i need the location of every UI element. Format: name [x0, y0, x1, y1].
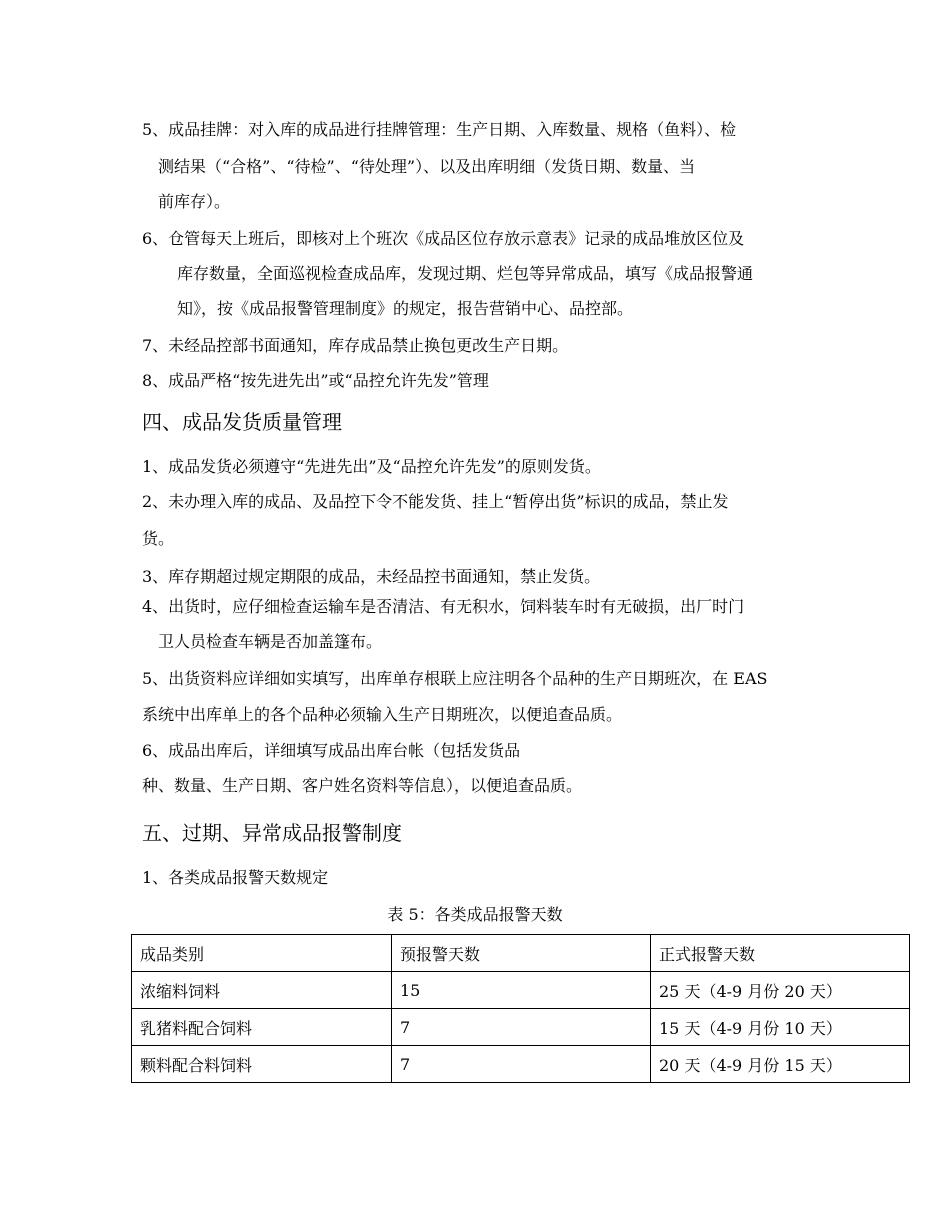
- table-row: [132, 1046, 910, 1083]
- item-6-line-3: 知》，按《成品报警管理制度》的规定，报告营销中心、品控部。: [177, 299, 634, 318]
- section-4-heading: 四、成品发货质量管理: [142, 410, 342, 434]
- table-cell: 7: [392, 1046, 651, 1083]
- item-7-line-1: 7、未经品控部书面通知，库存成品禁止换包更改生产日期。: [142, 336, 569, 355]
- s4-item-4-line-2: 卫人员检查车辆是否加盖篷布。: [158, 632, 383, 651]
- table-cell: 乳猪料配合饲料: [132, 1009, 392, 1046]
- table-caption: 表 5：各类成品报警天数: [387, 905, 563, 924]
- item-8-line-1: 8、成品严格“按先进先出”或“品控允许先发”管理: [142, 371, 489, 390]
- table-row: [132, 1009, 910, 1046]
- alarm-days-table: [131, 934, 910, 1083]
- s5-item-1: 1、各类成品报警天数规定: [142, 868, 329, 887]
- table-cell: 15 天（4-9 月份 10 天）: [651, 1009, 910, 1046]
- item-6-line-2: 库存数量，全面巡视检查成品库，发现过期、烂包等异常成品，填写《成品报警通: [177, 264, 754, 283]
- s4-item-6-line-2: 种、数量、生产日期、客户姓名资料等信息），以便追查品质。: [142, 776, 583, 795]
- table-header-row: [132, 935, 910, 972]
- table-header-cell: 成品类别: [132, 935, 392, 972]
- section-5-heading: 五、过期、异常成品报警制度: [142, 821, 402, 845]
- item-5-line-1: 5、成品挂牌：对入库的成品进行挂牌管理：生产日期、入库数量、规格（鱼料）、检: [142, 120, 737, 139]
- s4-item-5-line-2: 系统中出库单上的各个品种必须输入生产日期班次，以便追查品质。: [142, 705, 623, 724]
- s4-item-2-line-1: 2、未办理入库的成品、及品控下令不能发货、挂上“暂停出货”标识的成品，禁止发: [142, 492, 729, 511]
- s4-item-6-line-1: 6、成品出库后，详细填写成品出库台帐（包括发货品: [142, 741, 521, 760]
- s4-item-1-line-1: 1、成品发货必须遵守“先进先出”及“品控允许先发”的原则发货。: [142, 457, 601, 476]
- table-cell: 7: [392, 1009, 651, 1046]
- table-cell: 浓缩料饲料: [132, 972, 392, 1009]
- table-row: [132, 972, 910, 1009]
- table-cell: 颗料配合料饲料: [132, 1046, 392, 1083]
- item-6-line-1: 6、仓管每天上班后，即核对上个班次《成品区位存放示意表》记录的成品堆放区位及: [142, 229, 745, 248]
- table-cell: 25 天（4-9 月份 20 天）: [651, 972, 910, 1009]
- item-5-line-2: 测结果（“合格”、“待检”、“待处理”）、以及出库明细（发货日期、数量、当: [158, 157, 696, 176]
- s4-item-3-line-1: 3、库存期超过规定期限的成品，未经品控书面通知，禁止发货。: [142, 567, 601, 586]
- s4-item-2-line-2: 货。: [142, 529, 175, 548]
- item-5-line-3: 前库存）。: [158, 192, 231, 211]
- table-header-cell: 预报警天数: [392, 935, 651, 972]
- table-cell: 20 天（4-9 月份 15 天）: [651, 1046, 910, 1083]
- table-cell: 15: [392, 972, 651, 1009]
- s4-item-4-line-1: 4、出货时，应仔细检查运输车是否清洁、有无积水，饲料装车时有无破损，出厂时门: [142, 597, 745, 616]
- table-header-cell: 正式报警天数: [651, 935, 910, 972]
- s4-item-5-line-1: 5、出货资料应详细如实填写，出库单存根联上应注明各个品种的生产日期班次，在 EAS: [142, 669, 768, 688]
